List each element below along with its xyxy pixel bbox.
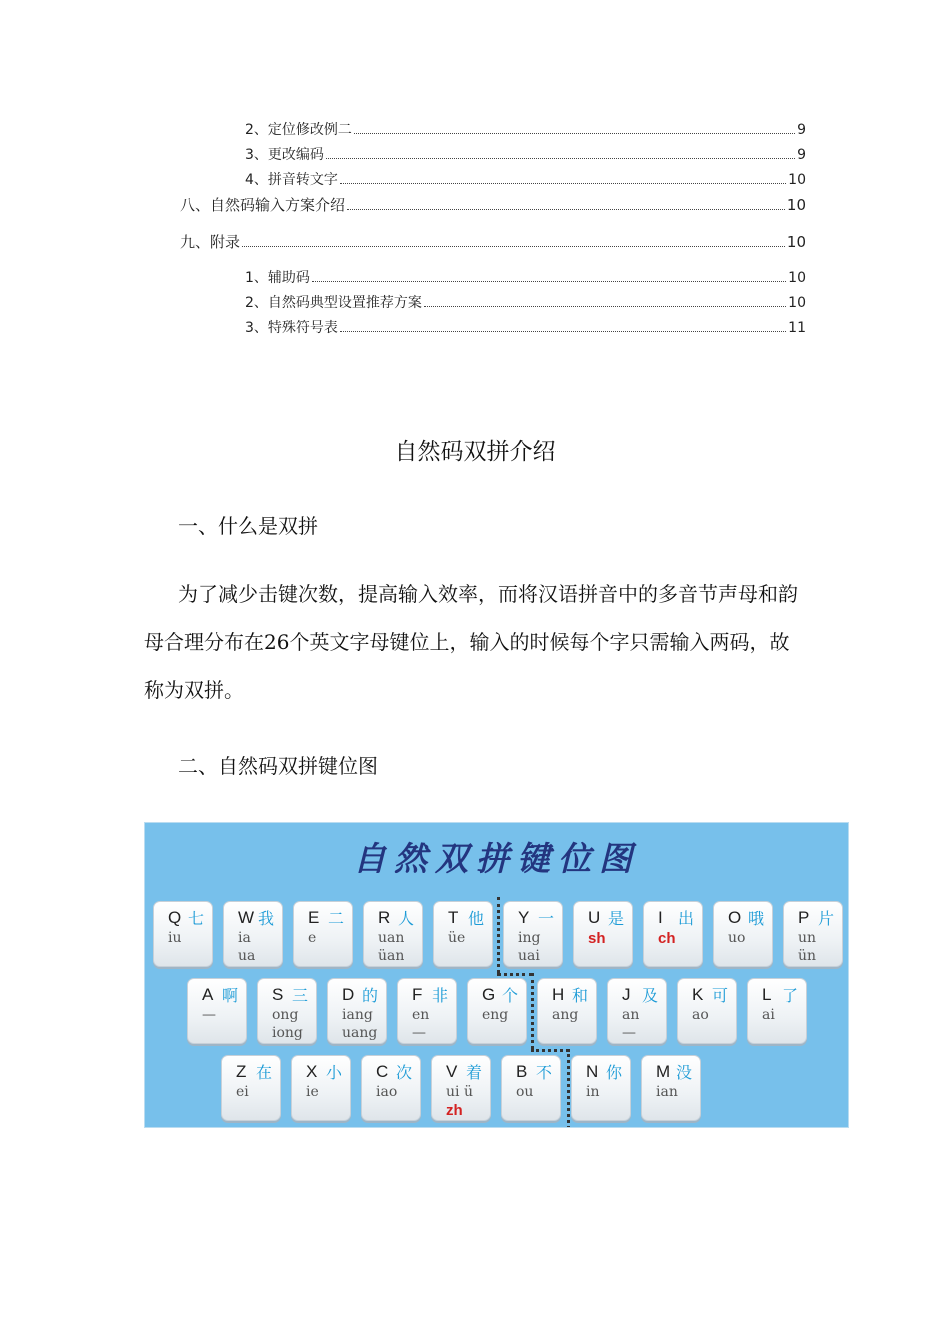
key-yunmu: eng bbox=[482, 1007, 509, 1023]
key-n bbox=[571, 1055, 631, 1121]
key-letter: E bbox=[308, 908, 320, 927]
key-yunmu: ua bbox=[238, 948, 256, 964]
key-example-char: 一 bbox=[538, 909, 555, 928]
key-yunmu: ong bbox=[272, 1007, 299, 1023]
key-i bbox=[643, 901, 703, 967]
key-z bbox=[221, 1055, 281, 1121]
key-yunmu: — bbox=[622, 1025, 636, 1041]
toc-entry[interactable] bbox=[245, 119, 806, 139]
toc-label: 九、附录 bbox=[180, 233, 241, 251]
key-yunmu: üe bbox=[448, 930, 466, 946]
key-yunmu: uai bbox=[518, 948, 540, 964]
toc-leader bbox=[340, 330, 786, 332]
key-yunmu: — bbox=[412, 1025, 426, 1041]
toc-leader bbox=[326, 157, 795, 159]
key-letter: B bbox=[516, 1062, 528, 1081]
toc-page: 10 bbox=[788, 270, 806, 286]
key-letter: Q bbox=[168, 908, 182, 927]
key-letter: N bbox=[586, 1062, 599, 1081]
intro-paragraph: 为了减少击键次数，提高输入效率，而将汉语拼音中的多音节声母和韵母合理分布在26个英文字母键位上，输入的时候每个字只需输入两码，故称为双拼。 bbox=[144, 582, 798, 702]
keyboard-layout-image bbox=[144, 822, 849, 1128]
key-t bbox=[433, 901, 493, 967]
key-letter: G bbox=[482, 985, 496, 1004]
key-yunmu: — bbox=[202, 1007, 216, 1023]
document-title: 自然码双拼介绍 bbox=[394, 439, 556, 465]
toc-label: 2、定位修改例二 bbox=[245, 122, 352, 138]
toc-page: 11 bbox=[788, 320, 806, 336]
key-yunmu: en bbox=[412, 1007, 430, 1023]
key-letter: A bbox=[202, 985, 214, 1004]
key-example-char: 着 bbox=[466, 1063, 483, 1082]
toc-leader bbox=[312, 280, 786, 282]
key-m bbox=[641, 1055, 701, 1121]
key-example-char: 和 bbox=[572, 986, 589, 1005]
key-yunmu: ün bbox=[798, 948, 817, 964]
toc-page: 10 bbox=[786, 233, 806, 251]
key-letter: X bbox=[306, 1062, 318, 1081]
key-shengmu: sh bbox=[588, 930, 606, 947]
key-yunmu: uo bbox=[728, 930, 746, 946]
key-h bbox=[537, 978, 597, 1044]
key-f bbox=[397, 978, 457, 1044]
key-yunmu: e bbox=[308, 930, 317, 946]
key-x bbox=[291, 1055, 351, 1121]
key-yunmu: an bbox=[622, 1007, 640, 1023]
key-example-char: 次 bbox=[396, 1063, 413, 1082]
key-example-char: 七 bbox=[188, 909, 205, 928]
toc-page: 10 bbox=[788, 295, 806, 311]
key-s bbox=[257, 978, 317, 1044]
key-b bbox=[501, 1055, 561, 1121]
key-j bbox=[607, 978, 667, 1044]
toc-leader bbox=[340, 182, 786, 184]
key-letter: K bbox=[692, 985, 704, 1004]
key-yunmu: in bbox=[586, 1084, 600, 1100]
toc-entry[interactable] bbox=[245, 169, 806, 189]
key-letter: L bbox=[762, 985, 772, 1004]
key-yunmu: ang bbox=[552, 1007, 579, 1023]
key-yunmu: ei bbox=[236, 1084, 249, 1100]
key-yunmu: ui ü bbox=[446, 1084, 473, 1100]
key-example-char: 及 bbox=[642, 986, 659, 1005]
key-yunmu: uan bbox=[378, 930, 405, 946]
key-letter: H bbox=[552, 985, 565, 1004]
hand-divider bbox=[531, 973, 534, 1049]
key-yunmu: un bbox=[798, 930, 817, 946]
key-c bbox=[361, 1055, 421, 1121]
toc-label: 2、自然码典型设置推荐方案 bbox=[245, 295, 422, 311]
key-letter: C bbox=[376, 1062, 389, 1081]
key-letter: W bbox=[238, 908, 255, 927]
toc-leader bbox=[242, 245, 785, 247]
toc-label: 4、拼音转文字 bbox=[245, 172, 338, 188]
key-a bbox=[187, 978, 247, 1044]
key-u bbox=[573, 901, 633, 967]
keyboard-title: 自然双拼键位图 bbox=[353, 839, 640, 878]
key-example-char: 你 bbox=[606, 1063, 623, 1082]
key-yunmu: ai bbox=[762, 1007, 775, 1023]
key-p bbox=[783, 901, 843, 967]
key-letter: Z bbox=[236, 1062, 247, 1081]
key-v bbox=[431, 1055, 491, 1121]
key-yunmu: ao bbox=[692, 1007, 709, 1023]
key-yunmu: ou bbox=[516, 1084, 534, 1100]
key-yunmu: ing bbox=[518, 930, 541, 946]
key-example-char: 三 bbox=[292, 986, 309, 1005]
toc-entry[interactable] bbox=[245, 144, 806, 164]
key-letter: J bbox=[622, 985, 631, 1004]
key-letter: I bbox=[658, 908, 663, 927]
hand-divider bbox=[497, 973, 533, 976]
key-r bbox=[363, 901, 423, 967]
hand-divider bbox=[567, 1049, 570, 1128]
key-example-char: 我 bbox=[258, 909, 275, 928]
key-yunmu: iang bbox=[342, 1007, 373, 1023]
key-example-char: 他 bbox=[468, 909, 485, 928]
hand-divider bbox=[531, 1049, 569, 1052]
key-yunmu: iong bbox=[272, 1025, 303, 1041]
toc-page: 9 bbox=[797, 147, 806, 163]
key-yunmu: uang bbox=[342, 1025, 378, 1041]
key-letter: Y bbox=[518, 908, 530, 927]
key-e bbox=[293, 901, 353, 967]
key-l bbox=[747, 978, 807, 1044]
key-yunmu: ia bbox=[238, 930, 251, 946]
key-example-char: 可 bbox=[712, 986, 729, 1005]
key-yunmu: ian bbox=[656, 1084, 678, 1100]
toc-label: 3、特殊符号表 bbox=[245, 320, 338, 336]
key-yunmu: iao bbox=[376, 1084, 398, 1100]
key-example-char: 不 bbox=[536, 1063, 553, 1082]
toc-leader bbox=[424, 305, 786, 307]
toc-entry[interactable] bbox=[245, 317, 806, 337]
key-letter: U bbox=[588, 908, 601, 927]
key-example-char: 人 bbox=[398, 909, 415, 928]
key-y bbox=[503, 901, 563, 967]
toc-page: 10 bbox=[786, 196, 806, 214]
key-example-char: 哦 bbox=[748, 909, 765, 928]
toc-page: 10 bbox=[788, 172, 806, 188]
key-shengmu: ch bbox=[658, 930, 676, 947]
key-example-char: 啊 bbox=[222, 986, 239, 1005]
key-example-char: 是 bbox=[608, 909, 625, 928]
toc-leader bbox=[347, 208, 785, 210]
key-g bbox=[467, 978, 527, 1044]
key-yunmu: ie bbox=[306, 1084, 319, 1100]
key-example-char: 个 bbox=[502, 986, 519, 1005]
key-yunmu: üan bbox=[378, 948, 405, 964]
toc-entry[interactable] bbox=[245, 292, 806, 312]
key-q bbox=[153, 901, 213, 967]
key-letter: M bbox=[656, 1062, 671, 1081]
key-letter: T bbox=[448, 908, 459, 927]
key-example-char: 的 bbox=[362, 986, 379, 1005]
section-heading-what-is-shuangpin: 一、什么是双拼 bbox=[178, 514, 318, 538]
key-letter: O bbox=[728, 908, 742, 927]
key-letter: D bbox=[342, 985, 355, 1004]
toc-entry[interactable] bbox=[180, 231, 806, 252]
key-example-char: 片 bbox=[818, 909, 835, 928]
toc-label: 八、自然码输入方案介绍 bbox=[180, 196, 346, 214]
toc-label: 1、辅助码 bbox=[245, 270, 310, 286]
key-o bbox=[713, 901, 773, 967]
key-letter: S bbox=[272, 985, 284, 1004]
key-d bbox=[327, 978, 387, 1044]
key-example-char: 在 bbox=[256, 1063, 273, 1082]
hand-divider bbox=[497, 897, 500, 973]
key-w bbox=[223, 901, 283, 967]
key-example-char: 非 bbox=[432, 986, 449, 1005]
key-example-char: 了 bbox=[782, 986, 799, 1005]
key-shengmu: zh bbox=[446, 1102, 463, 1119]
section-heading-keyboard-map: 二、自然码双拼键位图 bbox=[178, 754, 378, 778]
key-letter: F bbox=[412, 985, 423, 1004]
key-k bbox=[677, 978, 737, 1044]
key-example-char: 没 bbox=[676, 1063, 693, 1082]
toc-label: 3、更改编码 bbox=[245, 147, 324, 163]
key-letter: P bbox=[798, 908, 810, 927]
toc-leader bbox=[354, 132, 795, 134]
key-letter: R bbox=[378, 908, 391, 927]
toc-entry[interactable] bbox=[180, 194, 806, 215]
key-yunmu: iu bbox=[168, 930, 182, 946]
toc-page: 9 bbox=[797, 122, 806, 138]
toc-entry[interactable] bbox=[245, 267, 806, 287]
key-example-char: 出 bbox=[678, 909, 695, 928]
key-example-char: 二 bbox=[328, 909, 345, 928]
key-letter: V bbox=[446, 1062, 458, 1081]
key-example-char: 小 bbox=[326, 1063, 343, 1082]
